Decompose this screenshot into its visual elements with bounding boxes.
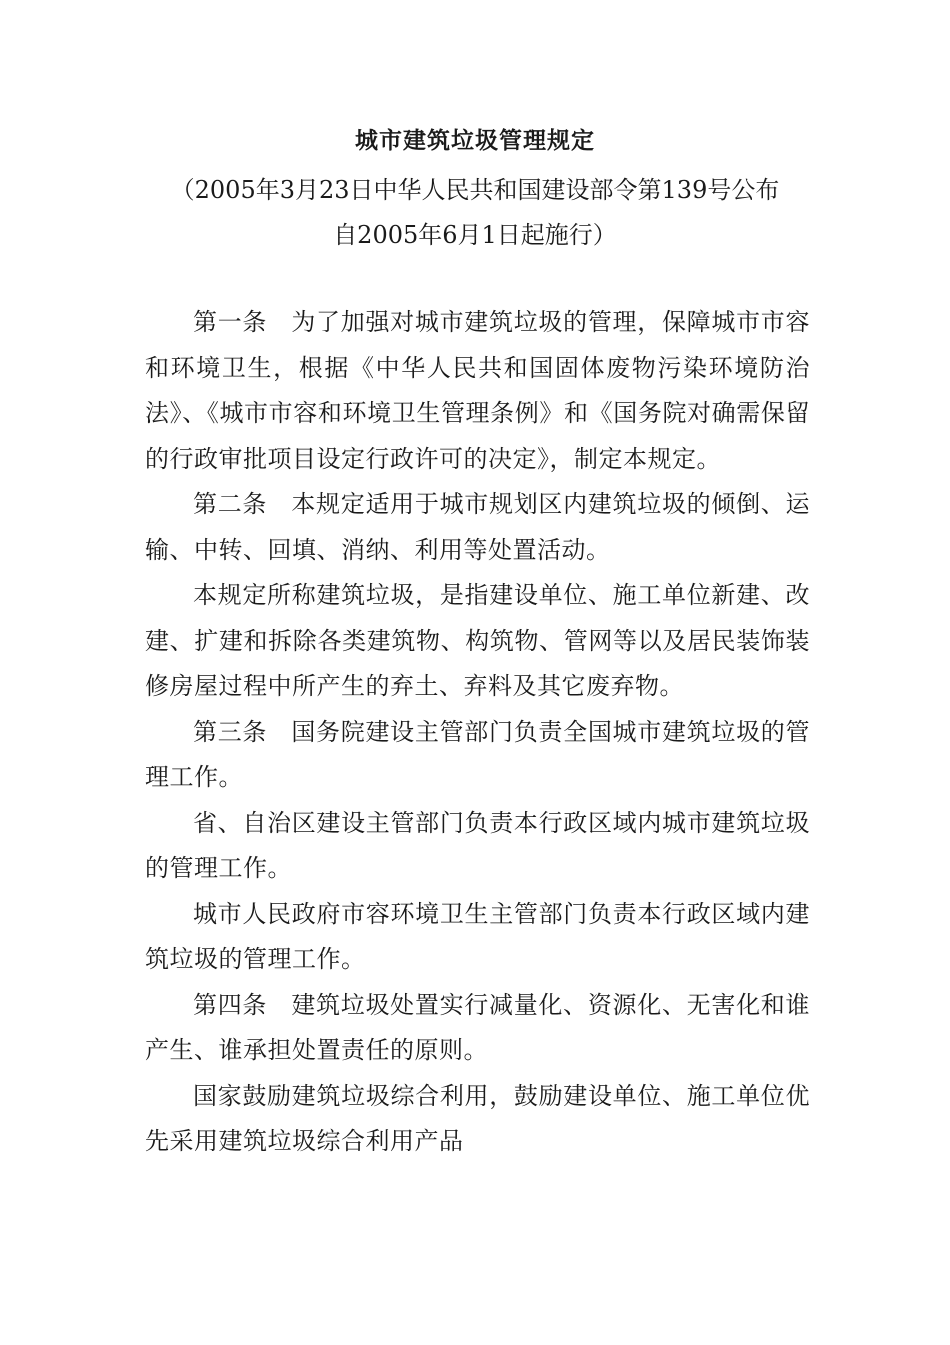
subtitle-line-2: 自2005年6月1日起施行）	[333, 221, 617, 249]
document-title: 城市建筑垃圾管理规定	[355, 127, 595, 154]
paragraph-text: 为了加强对城市建筑垃圾的管理，保障城市市容和环境卫生，根据《中华人民共和国固体废物污染环境防治法》、《城市市容和环境卫生管理条例》和《国务院对确需保留的行政审批项目设定行政许可的决定》，制定本规定。	[145, 308, 810, 473]
article-number: 第一条	[193, 308, 268, 336]
paragraph-definition	[145, 573, 810, 710]
paragraph-text: 国家鼓励建筑垃圾综合利用，鼓励建设单位、施工单位优先采用建筑垃圾综合利用产品	[145, 1081, 810, 1155]
paragraph-text: 省、自治区建设主管部门负责本行政区域内城市建筑垃圾的管理工作。	[145, 808, 810, 882]
subtitle-line-1: （2005年3月23日中华人民共和国建设部令第139号公布	[170, 176, 780, 204]
paragraph-provincial	[145, 801, 810, 892]
paragraph-text: 国务院建设主管部门负责全国城市建筑垃圾的管理工作。	[145, 717, 810, 791]
document-body	[145, 300, 810, 1165]
paragraph-text: 建筑垃圾处置实行减量化、资源化、无害化和谁产生、谁承担处置责任的原则。	[145, 990, 810, 1064]
paragraph-article-3	[145, 710, 810, 801]
paragraph-article-1	[145, 300, 810, 482]
paragraph-text: 本规定适用于城市规划区内建筑垃圾的倾倒、运输、中转、回填、消纳、利用等处置活动。	[145, 490, 810, 564]
document-subtitle	[145, 168, 805, 258]
paragraph-article-4	[145, 983, 810, 1074]
paragraph-text: 城市人民政府市容环境卫生主管部门负责本行政区域内建筑垃圾的管理工作。	[145, 899, 810, 973]
paragraph-encouragement	[145, 1074, 810, 1165]
article-number: 第四条	[193, 990, 268, 1019]
paragraph-text: 本规定所称建筑垃圾，是指建设单位、施工单位新建、改建、扩建和拆除各类建筑物、构筑物、管网等以及居民装饰装修房屋过程中所产生的弃土、弃料及其它废弃物。	[145, 581, 810, 700]
article-number: 第三条	[193, 717, 268, 746]
paragraph-municipal	[145, 892, 810, 983]
article-number: 第二条	[193, 490, 268, 518]
paragraph-article-2	[145, 482, 810, 573]
